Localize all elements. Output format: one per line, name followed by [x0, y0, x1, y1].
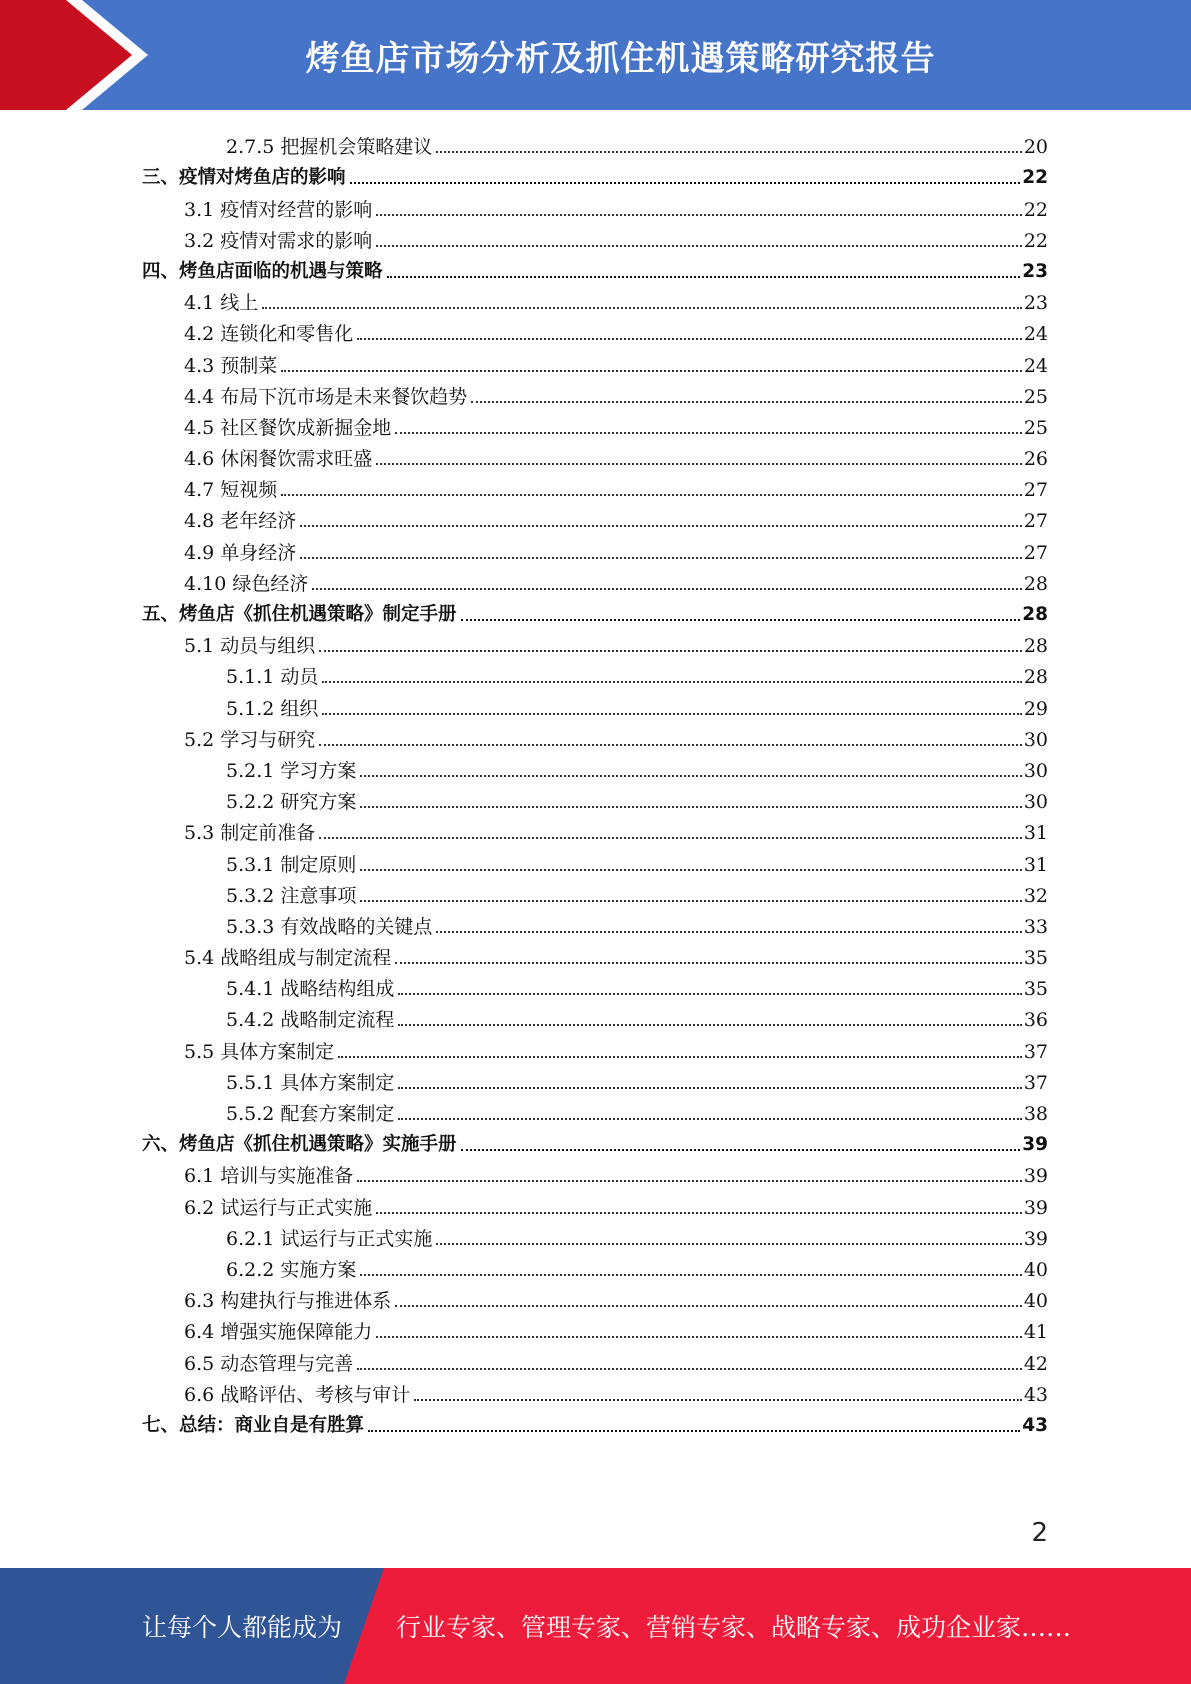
toc-dot-leader [398, 1087, 1021, 1089]
toc-entry-label: 4.7 短视频 [184, 479, 278, 502]
toc-entry-page: 32 [1023, 884, 1048, 907]
toc-entry-label: 6.2 试运行与正式实施 [184, 1196, 373, 1219]
toc-entry-page: 26 [1023, 448, 1048, 471]
toc-dot-leader [436, 1243, 1021, 1245]
toc-dot-leader [319, 650, 1022, 652]
toc-entry-label: 3.2 疫情对需求的影响 [184, 229, 373, 252]
table-of-contents [142, 128, 1048, 1438]
toc-entry-page: 22 [1023, 198, 1048, 221]
toc-entry-label: 5.3 制定前准备 [184, 822, 316, 845]
toc-dot-leader [376, 1212, 1022, 1214]
toc-entry-label: 4.4 布局下沉市场是未来餐饮趋势 [184, 385, 468, 408]
toc-entry-page: 25 [1023, 385, 1048, 408]
toc-entry-label: 5.3.2 注意事项 [226, 884, 357, 907]
toc-entry[interactable] [142, 721, 1048, 752]
toc-entry-label: 5.2.1 学习方案 [226, 759, 357, 782]
toc-dot-leader [395, 432, 1022, 434]
toc-entry[interactable] [142, 1407, 1048, 1438]
toc-entry[interactable] [142, 689, 1048, 720]
toc-entry[interactable] [142, 1220, 1048, 1251]
toc-entry[interactable] [142, 159, 1048, 190]
toc-entry-label: 6.2.1 试运行与正式实施 [226, 1227, 433, 1250]
toc-entry-label: 5.1.2 组织 [226, 697, 319, 720]
toc-dot-leader [376, 1336, 1022, 1338]
toc-entry-label: 4.6 休闲餐饮需求旺盛 [184, 448, 373, 471]
toc-entry[interactable] [142, 970, 1048, 1001]
toc-entry-label: 4.10 绿色经济 [184, 572, 309, 595]
toc-entry-label: 4.1 线上 [184, 292, 259, 315]
header-chevron-decoration [0, 0, 150, 110]
toc-entry-page: 39 [1023, 1196, 1048, 1219]
toc-entry-label: 4.3 预制菜 [184, 354, 278, 377]
toc-entry-label: 5.4.1 战略结构组成 [226, 978, 395, 1001]
toc-entry-label: 6.1 培训与实施准备 [184, 1165, 354, 1188]
toc-dot-leader [262, 307, 1022, 309]
toc-entry[interactable] [142, 1001, 1048, 1032]
toc-entry-page: 20 [1023, 136, 1048, 159]
toc-dot-leader [281, 494, 1022, 496]
toc-dot-leader [368, 1430, 1020, 1432]
toc-entry-label: 三、疫情对烤鱼店的影响 [142, 167, 346, 189]
toc-entry-label: 6.6 战略评估、考核与审计 [184, 1383, 411, 1406]
toc-entry-page: 36 [1023, 1009, 1048, 1032]
toc-dot-leader [360, 775, 1021, 777]
toc-entry[interactable] [142, 128, 1048, 159]
toc-entry-page: 31 [1023, 822, 1048, 845]
toc-dot-leader [376, 463, 1022, 465]
toc-dot-leader [398, 1118, 1021, 1120]
toc-entry[interactable] [142, 253, 1048, 284]
toc-entry-page: 40 [1023, 1258, 1048, 1281]
toc-entry[interactable] [142, 1313, 1048, 1344]
toc-dot-leader [398, 1024, 1021, 1026]
toc-entry[interactable] [142, 502, 1048, 533]
toc-entry-label: 4.5 社区餐饮成新掘金地 [184, 416, 392, 439]
toc-entry-label: 5.3.3 有效战略的关键点 [226, 915, 433, 938]
toc-entry[interactable] [142, 1126, 1048, 1157]
toc-entry-page: 39 [1023, 1165, 1048, 1188]
toc-entry-page: 43 [1022, 1414, 1048, 1436]
toc-dot-leader [395, 962, 1022, 964]
toc-entry-page: 28 [1023, 635, 1048, 658]
toc-entry-label: 4.2 连锁化和零售化 [184, 323, 354, 346]
toc-dot-leader [281, 370, 1022, 372]
toc-entry[interactable] [142, 222, 1048, 253]
toc-entry-page: 28 [1023, 666, 1048, 689]
toc-entry-label: 5.3.1 制定原则 [226, 853, 357, 876]
toc-dot-leader [471, 401, 1022, 403]
toc-entry[interactable] [142, 1064, 1048, 1095]
toc-entry-label: 6.3 构建执行与推进体系 [184, 1290, 392, 1313]
toc-dot-leader [376, 214, 1022, 216]
toc-dot-leader [387, 276, 1021, 278]
toc-entry-page: 31 [1023, 853, 1048, 876]
toc-dot-leader [357, 338, 1022, 340]
toc-entry-label: 5.4 战略组成与制定流程 [184, 947, 392, 970]
toc-entry[interactable] [142, 1032, 1048, 1063]
toc-entry-label: 2.7.5 把握机会策略建议 [226, 136, 433, 159]
toc-entry-page: 35 [1023, 947, 1048, 970]
toc-dot-leader [414, 1399, 1022, 1401]
toc-entry-label: 6.2.2 实施方案 [226, 1258, 357, 1281]
page-header [0, 0, 1191, 110]
toc-entry-page: 39 [1022, 1134, 1048, 1156]
toc-entry-label: 6.5 动态管理与完善 [184, 1352, 354, 1375]
toc-entry-page: 30 [1023, 728, 1048, 751]
toc-entry[interactable] [142, 471, 1048, 502]
toc-dot-leader [436, 931, 1021, 933]
footer-slogan-right: 行业专家、管理专家、营销专家、战略专家、成功企业家…… [396, 1613, 1072, 1642]
toc-entry-page: 39 [1023, 1227, 1048, 1250]
toc-dot-leader [319, 837, 1022, 839]
toc-dot-leader [436, 151, 1021, 153]
toc-entry[interactable] [142, 1251, 1048, 1282]
report-title: 烤鱼店市场分析及抓住机遇策略研究报告 [305, 38, 936, 79]
toc-dot-leader [357, 1180, 1022, 1182]
toc-dot-leader [395, 1305, 1022, 1307]
toc-entry-page: 37 [1023, 1040, 1048, 1063]
toc-entry-page: 27 [1023, 541, 1048, 564]
toc-entry-label: 5.5.1 具体方案制定 [226, 1071, 395, 1094]
toc-entry-page: 38 [1023, 1103, 1048, 1125]
toc-entry-label: 4.8 老年经济 [184, 510, 297, 533]
toc-entry[interactable] [142, 877, 1048, 908]
toc-entry[interactable] [142, 845, 1048, 876]
toc-entry[interactable] [142, 378, 1048, 409]
toc-dot-leader [360, 869, 1021, 871]
toc-entry[interactable] [142, 783, 1048, 814]
toc-entry[interactable] [142, 939, 1048, 970]
toc-entry[interactable] [142, 346, 1048, 377]
toc-entry[interactable] [142, 1376, 1048, 1407]
toc-entry-page: 23 [1023, 292, 1048, 315]
toc-dot-leader [300, 525, 1022, 527]
toc-entry-label: 5.2.2 研究方案 [226, 791, 357, 814]
toc-entry-label: 5.1.1 动员 [226, 666, 319, 689]
toc-entry[interactable] [142, 190, 1048, 221]
toc-entry-page: 24 [1023, 354, 1048, 377]
toc-entry-page: 24 [1023, 323, 1048, 346]
toc-entry-label: 六、烤鱼店《抓住机遇策略》实施手册 [142, 1134, 457, 1156]
toc-entry[interactable] [142, 1095, 1048, 1126]
toc-entry-label: 5.5.2 配套方案制定 [226, 1103, 395, 1125]
toc-dot-leader [319, 744, 1022, 746]
toc-entry[interactable] [142, 315, 1048, 346]
toc-entry-page: 42 [1023, 1352, 1048, 1375]
toc-entry-page: 28 [1022, 604, 1048, 625]
page-number: 2 [1031, 1518, 1048, 1548]
toc-dot-leader [322, 713, 1021, 715]
toc-entry-label: 4.9 单身经济 [184, 541, 297, 564]
toc-entry[interactable] [142, 565, 1048, 596]
toc-entry[interactable] [142, 1157, 1048, 1188]
toc-entry[interactable] [142, 596, 1048, 627]
toc-entry-label: 四、烤鱼店面临的机遇与策略 [142, 260, 383, 282]
page-footer [0, 1568, 1191, 1684]
toc-entry[interactable] [142, 409, 1048, 440]
toc-entry[interactable] [142, 1344, 1048, 1375]
toc-entry[interactable] [142, 752, 1048, 783]
toc-entry-label: 6.4 增强实施保障能力 [184, 1321, 373, 1344]
toc-entry[interactable] [142, 533, 1048, 564]
toc-entry[interactable] [142, 440, 1048, 471]
toc-entry-label: 5.2 学习与研究 [184, 728, 316, 751]
toc-dot-leader [360, 900, 1021, 902]
toc-entry-page: 37 [1023, 1071, 1048, 1094]
toc-entry[interactable] [142, 658, 1048, 689]
toc-entry-page: 33 [1023, 915, 1048, 938]
toc-dot-leader [312, 588, 1021, 590]
toc-dot-leader [360, 806, 1021, 808]
toc-dot-leader [360, 1274, 1021, 1276]
toc-entry[interactable] [142, 284, 1048, 315]
toc-dot-leader [376, 245, 1022, 247]
toc-entry-label: 5.5 具体方案制定 [184, 1040, 335, 1063]
toc-entry[interactable] [142, 1188, 1048, 1219]
toc-entry[interactable] [142, 627, 1048, 658]
toc-dot-leader [300, 557, 1022, 559]
toc-dot-leader [338, 1056, 1022, 1058]
toc-entry-page: 43 [1023, 1383, 1048, 1406]
toc-entry-page: 23 [1022, 260, 1048, 282]
toc-entry[interactable] [142, 814, 1048, 845]
toc-entry-page: 27 [1023, 479, 1048, 502]
toc-entry[interactable] [142, 1282, 1048, 1313]
toc-entry-page: 30 [1023, 759, 1048, 782]
toc-entry-page: 40 [1023, 1290, 1048, 1313]
toc-entry-page: 22 [1022, 167, 1048, 189]
toc-entry[interactable] [142, 908, 1048, 939]
footer-slogan-left: 让每个人都能成为 [142, 1613, 343, 1642]
toc-entry-label: 七、总结：商业自是有胜算 [142, 1414, 365, 1436]
toc-dot-leader [398, 993, 1021, 995]
toc-entry-page: 22 [1023, 229, 1048, 252]
toc-entry-page: 28 [1023, 572, 1048, 595]
toc-entry-page: 27 [1023, 510, 1048, 533]
toc-dot-leader [350, 182, 1021, 184]
toc-entry-page: 25 [1023, 416, 1048, 439]
toc-dot-leader [461, 619, 1021, 621]
toc-entry-label: 五、烤鱼店《抓住机遇策略》制定手册 [142, 604, 457, 625]
toc-entry-page: 29 [1023, 697, 1048, 720]
toc-entry-label: 5.1 动员与组织 [184, 635, 316, 658]
toc-dot-leader [461, 1149, 1021, 1151]
toc-entry-label: 3.1 疫情对经营的影响 [184, 198, 373, 221]
toc-entry-page: 30 [1023, 791, 1048, 814]
toc-dot-leader [322, 681, 1021, 683]
toc-entry-page: 41 [1023, 1321, 1048, 1344]
toc-dot-leader [357, 1368, 1022, 1370]
toc-entry-label: 5.4.2 战略制定流程 [226, 1009, 395, 1032]
toc-entry-page: 35 [1023, 978, 1048, 1001]
